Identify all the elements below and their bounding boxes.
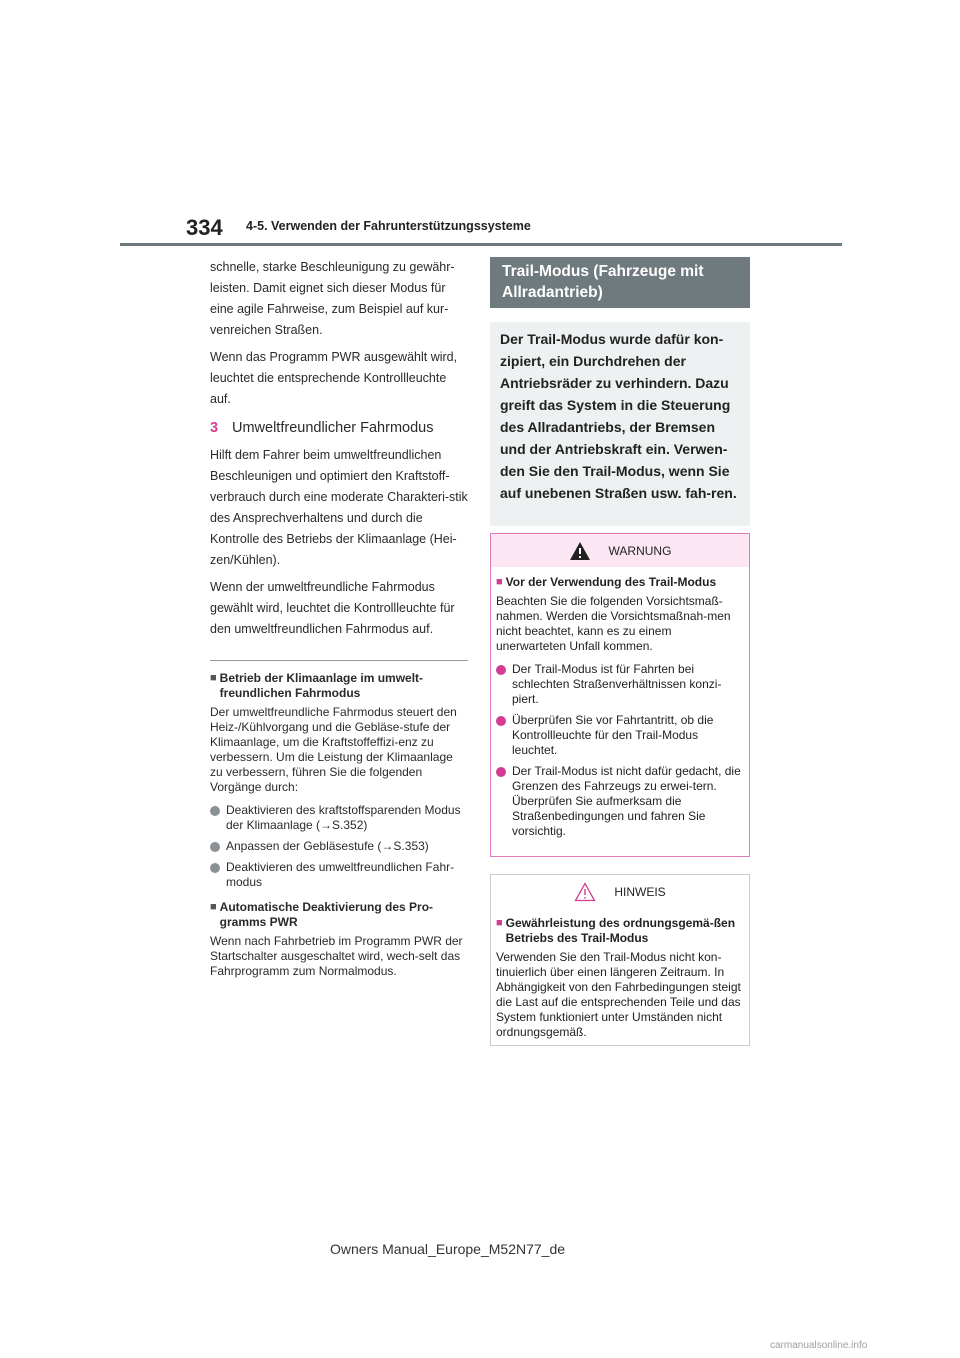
list-item: Der Trail-Modus ist für Fahrten bei schlechten Straßenverhältnissen konzi-piert.	[496, 662, 744, 707]
warning-triangle-icon	[569, 541, 591, 561]
note-text: Verwenden Sie den Trail-Modus nicht kon-tinuierlich über einen längeren Zeitraum. In Abhängigkeit von den Fahrbedingungen steigt die Last auf die entsprechenden Teile und das System funktioniert unter Umständen nicht ordnungsgemäß.	[496, 950, 741, 1039]
square-bullet-icon: ■	[210, 901, 217, 913]
square-bullet-icon: ■	[496, 917, 503, 929]
trail-mode-intro: Der Trail-Modus wurde dafür kon-zipiert, ein Durchdrehen der Antriebsräder zu verhindern. Dazu greift das System in die Steuerung des Allradantriebs, der Bremsen und der Antriebskraft ein. Verwen-den Sie den Trail-Modus, wenn Sie auf unebenen Straßen usw. fah-ren.	[490, 322, 750, 526]
subheading: ■ Automatische Deaktivierung des Pro-gramms PWR	[210, 900, 434, 929]
warning-subheading: ■ Vor der Verwendung des Trail-Modus	[496, 575, 717, 589]
paragraph: Wenn der umweltfreundliche Fahrmodus gewählt wird, leuchtet die Kontrollleuchte für den umweltfreundlichen Fahrmodus auf.	[210, 580, 455, 636]
header-rule	[120, 243, 842, 246]
paragraph: schnelle, starke Beschleunigung zu gewähr-leisten. Damit eignet sich dieser Modus für eine agile Fahrweise, zum Beispiel auf kur-venreichen Straßen.	[210, 260, 455, 337]
mode-number: 3	[210, 420, 219, 436]
paragraph: Wenn nach Fahrbetrieb im Programm PWR der Startschalter ausgeschaltet wird, wech-selt das Fahrprogramm zum Normalmodus.	[210, 934, 463, 978]
mode-heading	[210, 418, 468, 439]
subheading: ■ Betrieb der Klimaanlage im umwelt-freundlichen Fahrmodus	[210, 671, 424, 700]
watermark: carmanualsonline.info	[770, 1340, 868, 1351]
note-subheading: ■ Gewährleistung des ordnungsgemä-ßen Betriebs des Trail-Modus	[496, 916, 736, 945]
warning-label: WARNUNG	[608, 543, 672, 558]
warning-box	[490, 533, 750, 857]
list-item: Überprüfen Sie vor Fahrtantritt, ob die Kontrollleuchte für den Trail-Modus leuchtet.	[496, 713, 744, 758]
page-number: 334	[186, 215, 223, 240]
list-item: Anpassen der Gebläsestufe (→S.353)	[210, 839, 468, 854]
trail-mode-heading: Trail-Modus (Fahrzeuge mit Allradantrieb)	[490, 257, 750, 308]
section-title: 4-5. Verwenden der Fahrunterstützungssysteme	[246, 219, 531, 233]
list-item: Der Trail-Modus ist nicht dafür gedacht, die Grenzen des Fahrzeugs zu erwei-tern. Überprüfen Sie aufmerksam die Straßenbedingungen und fahren Sie vorsichtig.	[496, 764, 744, 839]
list-item: Deaktivieren des umweltfreundlichen Fahr-modus	[210, 860, 468, 890]
list-item: Deaktivieren des kraftstoffsparenden Modus der Klimaanlage (→S.352)	[210, 803, 468, 833]
warning-header	[491, 534, 749, 567]
bullet-dot-icon	[210, 863, 220, 873]
caution-triangle-icon	[574, 882, 596, 902]
divider	[210, 660, 468, 661]
warning-text: Beachten Sie die folgenden Vorsichtsmaß-nahmen. Werden die Vorsichtsmaßnah-men nicht beachtet, kann es zu einem unerwarteten Unfall kommen.	[496, 594, 731, 653]
left-column	[210, 257, 468, 987]
footer-text: Owners Manual_Europe_M52N77_de	[330, 1241, 566, 1257]
note-box	[490, 874, 750, 1046]
mode-title: Umweltfreundlicher Fahrmodus	[232, 420, 434, 436]
bullet-dot-icon	[496, 665, 506, 675]
square-bullet-icon: ■	[210, 672, 217, 684]
square-bullet-icon: ■	[496, 576, 503, 588]
note-header	[491, 875, 749, 908]
note-label: HINWEIS	[614, 884, 666, 899]
bullet-dot-icon	[210, 842, 220, 852]
paragraph: Hilft dem Fahrer beim umweltfreundlichen Beschleunigen und optimiert den Kraftstoff-verbrauch durch eine moderate Charakteri-stik des Ansprechverhaltens und durch die Kontrolle des Betriebs der Klimaanlage (Hei-zen/Kühlen).	[210, 448, 468, 567]
bullet-dot-icon	[210, 806, 220, 816]
bullet-dot-icon	[496, 716, 506, 726]
bullet-dot-icon	[496, 767, 506, 777]
paragraph: Der umweltfreundliche Fahrmodus steuert den Heiz-/Kühlvorgang und die Gebläse-stufe der Klimaanlage, um die Kraftstoffeffizi-enz zu verbessern. Um die Leistung der Klimaanlage zu verbessern, führen Sie die folgenden Vorgänge durch:	[210, 705, 457, 794]
paragraph: Wenn das Programm PWR ausgewählt wird, leuchtet die entsprechende Kontrollleuchte auf.	[210, 350, 458, 406]
